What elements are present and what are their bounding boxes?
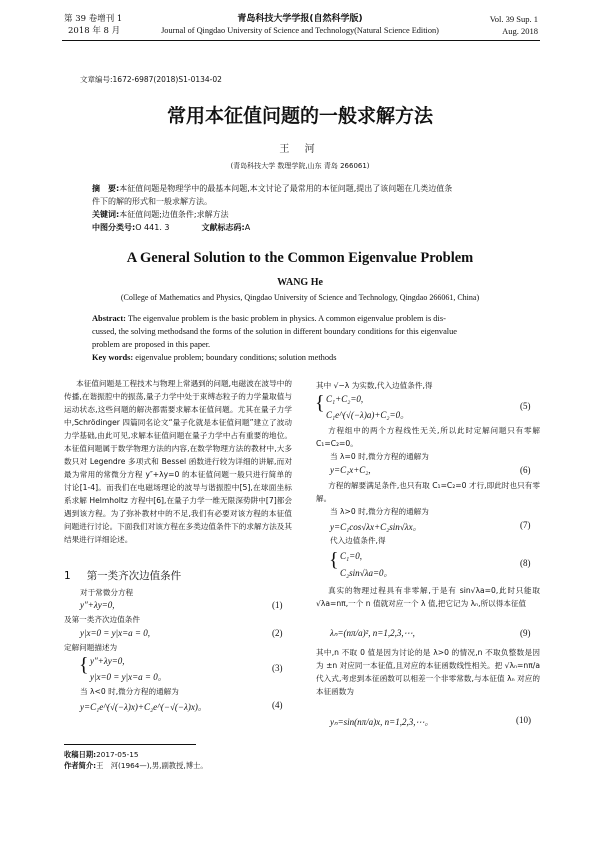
received-date: 收稿日期:2017-05-15 xyxy=(64,750,139,759)
text-line: 当 λ=0 时,微分方程的通解为 xyxy=(330,452,429,461)
running-header-left xyxy=(64,13,122,37)
classification-cn: 中图分类号:O 441. 3 文献标志码:A xyxy=(92,223,251,232)
footnote-rule xyxy=(64,744,196,745)
page-title-en: A General Solution to the Common Eigenvalue Problem xyxy=(126,250,474,266)
text-paragraph: 真实的物理过程具有非零解,于是有 sin√λa=0,此时只能取 √λa=nπ,一个 n 值就对应一个 λ 值,把它记为 λₙ,所以得本征值 xyxy=(316,586,540,608)
page-title-cn: 常用本征值问题的一般求解方法 xyxy=(166,105,433,127)
text-line: 定解问题描述为 xyxy=(64,643,118,652)
equation-3a: y″+λy=0, xyxy=(90,656,125,666)
article-number: 文章编号:1672-6987(2018)S1-0134-02 xyxy=(80,75,222,84)
author-name-en: WANG He xyxy=(277,277,323,288)
equation-number: (1) xyxy=(272,600,283,610)
equation-number: (2) xyxy=(272,628,283,638)
equation-number: (10) xyxy=(516,715,531,725)
equation-number: (6) xyxy=(520,465,531,475)
intro-paragraph: 本征值问题是工程技术与物理上常遇到的问题,电磁波在波导中的传播,在谐振腔中的振荡,量子力学中处于束缚态粒子的力学量取值与运动状态,这些问题的解决都需要求解本征值问题。尤其在量子力学中,Schrödinger 四篇同名论文“量子化就是本征值问题”建立了波动力学基础,由此可见,求解本征值问题在量子力学中占有重要的地位。本征值问题属于数学物理方法的内容,在数学物理方法的教材中,大多数只对 Legendre 多项式和 Bessel 函数进行较为详细的讲解,而对最为常用的常微分方程 y″+λy=0 的本征值问题一般只进行简单的讨论[1-4]。而我们在电磁场理论的波导与谐振腔中[5],在球面坐标系求解 Helmholtz 方程中[6],在量子力学一维无限深势阱中[7]都会遇到该方程。为了弥补教材中的不足,我们有必要对该方程的本征值问题进行讨论。下面我们对该方程在多类边值条件下的求解方法及其结果进行详细论述。 xyxy=(64,379,292,544)
equation-6: y=C₁x+C₂, xyxy=(330,465,371,475)
equation-7: y=C₁cos√λx+C₂sin√λx。 xyxy=(330,522,422,532)
journal-name-cn: 青岛科技大学学报(自然科学版) xyxy=(237,14,363,24)
header-rule xyxy=(62,40,540,41)
text-line: 代入边值条件,得 xyxy=(330,536,386,545)
abstract-en-line3: problem are proposed in this paper. xyxy=(92,340,211,349)
text-paragraph: 方程的解要满足条件,也只有取 C₁=C₂=0 才行,即此时也只有零解。 xyxy=(316,481,540,503)
abstract-en xyxy=(92,312,512,364)
equation-8a: C₁=0, xyxy=(340,551,362,561)
text-line: 当 λ>0 时,微分方程的通解为 xyxy=(330,507,429,516)
equation-number: (4) xyxy=(272,700,283,710)
equation-number: (3) xyxy=(272,663,283,673)
issue-date-en: Aug. 2018 xyxy=(502,26,538,36)
running-header-center xyxy=(130,13,470,37)
text-paragraph: 其中,n 不取 0 值是因为讨论的是 λ>0 的情况,n 不取负整数是因为 ±n 对应同一本征值,且对应的本征函数线性相关。把 √λₙ=nπ/a 代入式,考虑到本征函数可以相差一个非零常数,与本征值 λₙ 对应的本征函数为 xyxy=(316,648,540,696)
journal-name-en: Journal of Qingdao University of Science and Technology(Natural Science Edition) xyxy=(161,26,439,35)
equation-number: (8) xyxy=(520,558,531,568)
brace-symbol: { xyxy=(329,549,339,571)
text-line: 对于常微分方程 xyxy=(80,588,134,597)
abstract-cn-label: 摘 要: xyxy=(92,184,120,193)
equation-9: λₙ=(nπ/a)², n=1,2,3,⋯, xyxy=(330,628,415,638)
equation-number: (5) xyxy=(520,401,531,411)
equation-5a: C₁+C₂=0, xyxy=(326,394,364,404)
equation-4: y=C₁e^(√(−λ)x)+C₂e^(−√(−λ)x)。 xyxy=(80,702,207,712)
equation-1: y″+λy=0, xyxy=(80,600,115,610)
author-bio: 作者简介:王 河(1964—),男,副教授,博士。 xyxy=(64,761,208,770)
footnote xyxy=(64,749,208,771)
running-header-right xyxy=(476,13,538,37)
affiliation-en: (College of Mathematics and Physics, Qingdao University of Science and Technology, Qingdao 266061, China) xyxy=(120,293,480,302)
left-column-intro xyxy=(64,377,292,546)
text-line: 当 λ<0 时,微分方程的通解为 xyxy=(80,687,179,696)
issue-date: 2018 年 8 月 xyxy=(68,26,121,36)
equation-10: yₙ=sin(nπ/a)x, n=1,2,3,⋯。 xyxy=(330,717,434,727)
section-title: 第一类齐次边值条件 xyxy=(86,570,182,582)
equation-number: (7) xyxy=(520,520,531,530)
volume-info: 第 39 卷增刊 1 xyxy=(64,14,123,24)
affiliation-cn: (青岛科技大学 数理学院,山东 青岛 266061) xyxy=(230,162,370,170)
author-name-cn: 王 河 xyxy=(279,144,321,155)
equation-2: y|x=0 = y|x=a = 0, xyxy=(80,628,150,638)
abstract-en-line2: cussed, the solving methodsand the forms of the solution in different boundary conditions for this eigenvalue xyxy=(92,327,458,336)
keywords-en: Key words: eigenvalue problem; boundary conditions; solution methods xyxy=(92,353,337,362)
equation-3b: y|x=0 = y|x=a = 0。 xyxy=(90,672,167,682)
text-paragraph: 方程组中的两个方程线性无关,所以此时定解问题只有零解 C₁=C₂=0。 xyxy=(316,426,540,448)
abstract-cn-line2: 件下的解的形式和一般求解方法。 xyxy=(92,197,212,206)
equation-number: (9) xyxy=(520,628,531,638)
abstract-en-label: Abstract: xyxy=(92,314,126,323)
keywords-cn: 关键词:本征值问题;边值条件;求解方法 xyxy=(92,210,229,219)
brace-symbol: { xyxy=(315,392,325,414)
equation-5b: C₁e^(√(−λ)a)+C₂=0。 xyxy=(326,410,410,420)
equation-8b: C₂sin√λa=0。 xyxy=(340,568,393,578)
volume-info-en: Vol. 39 Sup. 1 xyxy=(489,14,538,24)
abstract-cn-line1: 摘 要:本征值问题是物理学中的最基本问题,本文讨论了最常用的本征问题,提出了该问题在几类边值条 xyxy=(92,184,453,193)
abstract-en-line1: Abstract: The eigenvalue problem is the basic problem in physics. A common eigenvalue problem is dis- xyxy=(92,314,446,323)
brace-symbol: { xyxy=(79,654,89,676)
text-line: 其中 √−λ 为实数,代入边值条件,得 xyxy=(316,381,433,390)
abstract-cn xyxy=(92,182,512,234)
section-number: 1 xyxy=(64,570,71,582)
text-line: 及第一类齐次边值条件 xyxy=(64,615,140,624)
section-heading xyxy=(64,568,181,583)
